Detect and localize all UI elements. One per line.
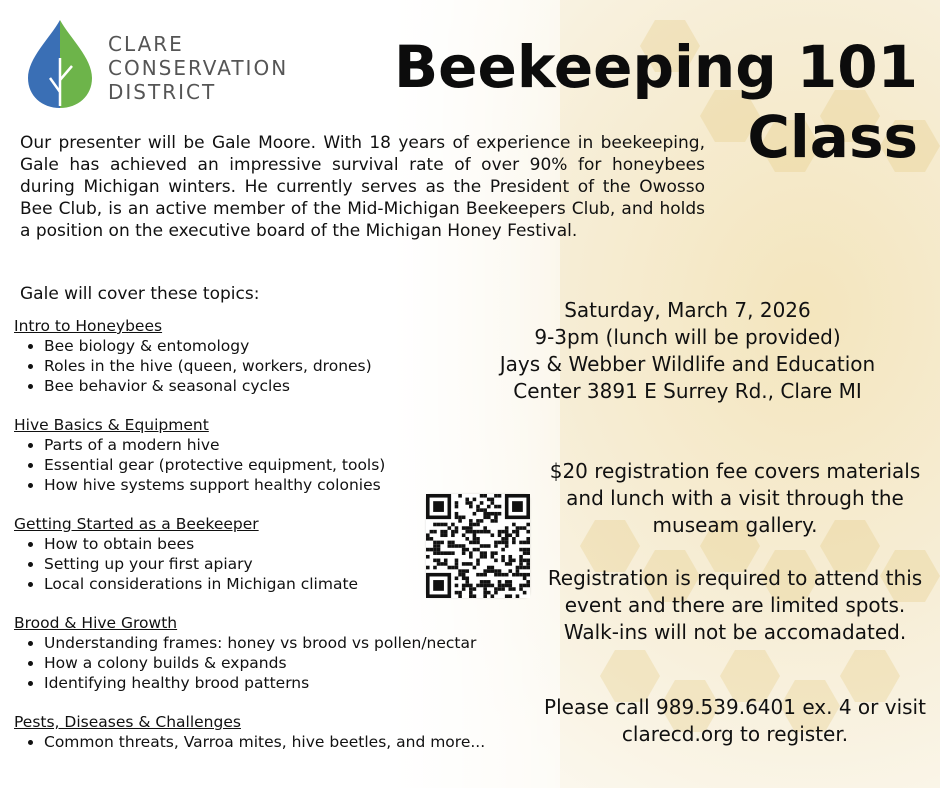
topic-section bbox=[14, 415, 524, 495]
topic-item: • Essential gear (protective equipment, tools) bbox=[44, 455, 524, 475]
topic-section bbox=[14, 316, 524, 396]
topic-section bbox=[14, 712, 524, 752]
qr-code-icon[interactable] bbox=[426, 494, 530, 598]
topic-item: • How hive systems support healthy colonies bbox=[44, 475, 524, 495]
topic-items bbox=[14, 435, 524, 495]
topic-item: • Understanding frames: honey vs brood vs pollen/nectar bbox=[44, 633, 524, 653]
topic-item: • Bee behavior & seasonal cycles bbox=[44, 376, 524, 396]
org-name bbox=[108, 32, 288, 104]
registration-info: Registration is required to attend this event and there are limited spots. Walk-ins will not be accomadated. bbox=[547, 566, 923, 644]
topic-items bbox=[14, 633, 524, 693]
intro-text: Our presenter will be Gale Moore. With 18 years of experience in beekeeping, Gale has achieved an impressive survival rate of over 90% for honeybees during Michigan winters. He currently serves as the President of the Owosso Bee Club, is an active member of the Mid-Michigan Beekeepers Club, and holds a position on the executive board of the Michigan Honey Festival. bbox=[20, 133, 705, 241]
org-name-line: CLARE bbox=[108, 32, 184, 56]
topic-items bbox=[14, 732, 524, 752]
topic-item: • Setting up your first apiary bbox=[44, 554, 524, 574]
topic-item: • How a colony builds & expands bbox=[44, 653, 524, 673]
topics-lead: Gale will cover these topics: bbox=[20, 284, 260, 304]
call-to-action: Please call 989.539.6401 ex. 4 or visit clarecd.org to register. bbox=[544, 695, 926, 746]
topic-heading: Getting Started as a Beekeeper bbox=[14, 515, 259, 533]
event-venue: Jays & Webber Wildlife and Education bbox=[499, 352, 876, 376]
topic-section bbox=[14, 613, 524, 693]
topic-item: • Parts of a modern hive bbox=[44, 435, 524, 455]
topic-item: • How to obtain bees bbox=[44, 534, 524, 554]
presenter-intro bbox=[20, 132, 705, 242]
org-name-line: DISTRICT bbox=[108, 80, 217, 104]
topic-item: • Bee biology & entomology bbox=[44, 336, 524, 356]
topic-heading: Intro to Honeybees bbox=[14, 317, 163, 335]
topic-item: • Common threats, Varroa mites, hive beetles, and more... bbox=[44, 732, 524, 752]
fee-info: $20 registration fee covers materials and lunch with a visit through the museam gallery. bbox=[549, 459, 921, 537]
topic-item: • Identifying healthy brood patterns bbox=[44, 673, 524, 693]
event-date: Saturday, March 7, 2026 bbox=[564, 298, 811, 322]
topic-heading: Hive Basics & Equipment bbox=[14, 416, 209, 434]
topic-items bbox=[14, 336, 524, 396]
topic-item: • Local considerations in Michigan climate bbox=[44, 574, 524, 594]
event-details bbox=[490, 297, 885, 405]
event-address: Center 3891 E Surrey Rd., Clare MI bbox=[513, 379, 862, 403]
leaf-drop-logo-icon bbox=[20, 18, 100, 110]
org-logo bbox=[20, 18, 290, 110]
topic-heading: Brood & Hive Growth bbox=[14, 614, 178, 632]
title-line: Class bbox=[747, 103, 918, 171]
org-name-line: CONSERVATION bbox=[108, 56, 289, 80]
title-line: Beekeeping 101 bbox=[393, 33, 918, 101]
topic-heading: Pests, Diseases & Challenges bbox=[14, 713, 241, 731]
event-time: 9-3pm (lunch will be provided) bbox=[534, 325, 841, 349]
topic-item: • Roles in the hive (queen, workers, drones) bbox=[44, 356, 524, 376]
